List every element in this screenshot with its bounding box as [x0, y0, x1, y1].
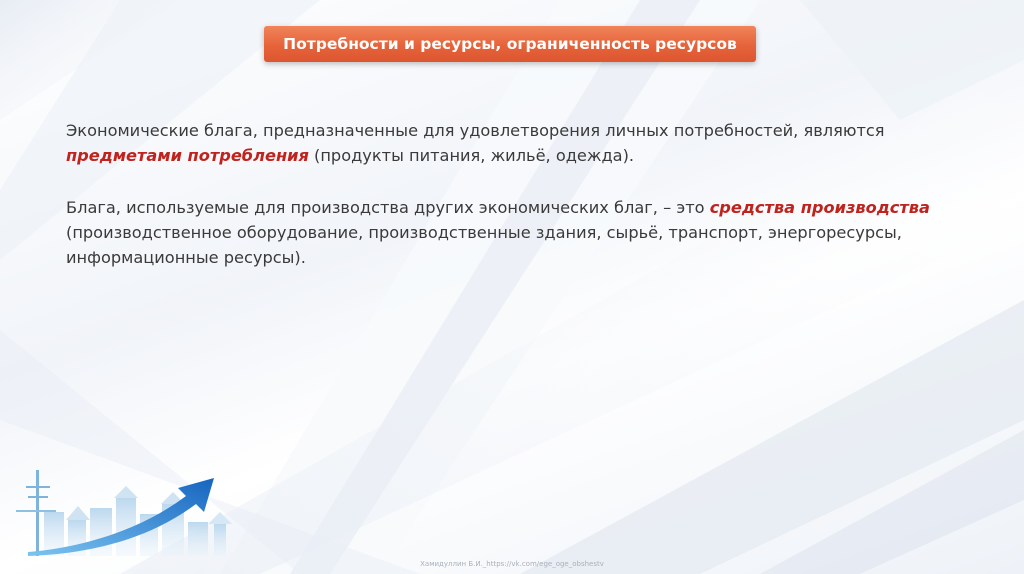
footer-credit: Хамидуллин Б.И._https://vk.com/ege_oge_obshestv — [420, 560, 604, 568]
term-consumer-goods: предметами потребления — [66, 146, 309, 165]
paragraph-consumer-goods — [66, 118, 966, 168]
slide-title: Потребности и ресурсы, ограниченность ресурсов — [283, 35, 737, 53]
title-banner — [264, 26, 756, 62]
paragraph1-text-after: (продукты питания, жильё, одежда). — [308, 146, 635, 165]
paragraph2-text-after: (производственное оборудование, производственные здания, сырьё, транспорт, энергоресурсы, информационные ресурсы). — [66, 223, 902, 267]
paragraph-means-of-production — [66, 195, 966, 270]
growth-arrow-skyline-icon — [8, 462, 244, 558]
paragraph2-text-before: Блага, используемые для производства других экономических благ, – это — [66, 198, 710, 217]
slide-body — [66, 118, 966, 297]
paragraph1-text-before: Экономические блага, предназначенные для удовлетворения личных потребностей, являются — [66, 121, 885, 140]
term-means-of-production: средства производства — [709, 198, 930, 217]
